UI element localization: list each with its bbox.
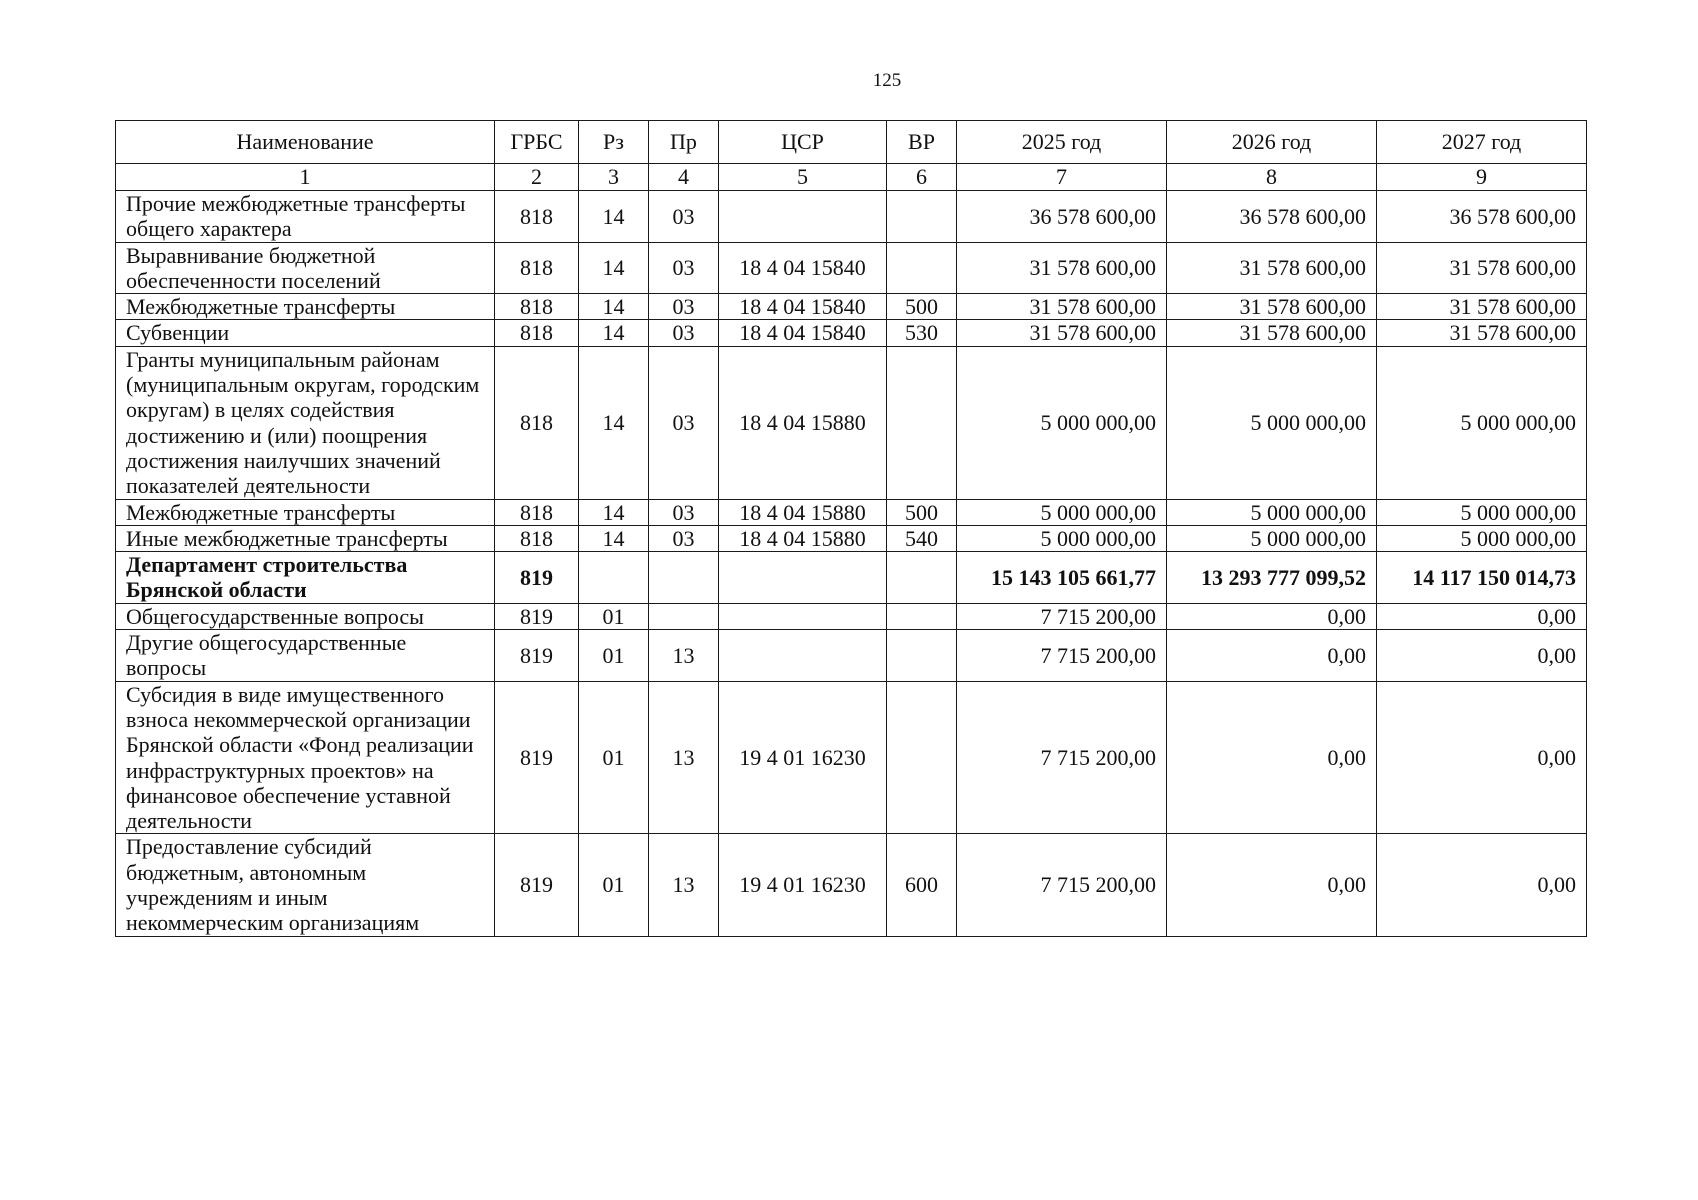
row-rz: 14 xyxy=(579,242,649,294)
column-number: 8 xyxy=(1167,164,1377,191)
table-row xyxy=(116,525,1587,551)
column-number-row xyxy=(116,164,1587,191)
row-amount-2025: 7 715 200,00 xyxy=(957,681,1167,834)
header-grbs: ГРБС xyxy=(495,121,579,164)
row-amount-2027: 31 578 600,00 xyxy=(1377,294,1587,320)
row-amount-2026: 5 000 000,00 xyxy=(1167,346,1377,499)
row-grbs: 818 xyxy=(495,320,579,346)
row-amount-2026: 13 293 777 099,52 xyxy=(1167,552,1377,604)
column-number: 2 xyxy=(495,164,579,191)
row-name: Другие общегосударственные вопросы xyxy=(116,630,495,682)
row-csr: 18 4 04 15880 xyxy=(719,499,887,525)
row-amount-2027: 14 117 150 014,73 xyxy=(1377,552,1587,604)
row-amount-2025: 31 578 600,00 xyxy=(957,242,1167,294)
column-number: 7 xyxy=(957,164,1167,191)
row-csr: 18 4 04 15840 xyxy=(719,294,887,320)
table-row xyxy=(116,346,1587,499)
row-amount-2025: 7 715 200,00 xyxy=(957,630,1167,682)
row-amount-2027: 0,00 xyxy=(1377,834,1587,936)
row-amount-2026: 31 578 600,00 xyxy=(1167,294,1377,320)
row-vr: 500 xyxy=(887,499,957,525)
row-name: Межбюджетные трансферты xyxy=(116,499,495,525)
row-rz: 01 xyxy=(579,630,649,682)
row-amount-2027: 31 578 600,00 xyxy=(1377,320,1587,346)
row-amount-2026: 5 000 000,00 xyxy=(1167,499,1377,525)
row-csr xyxy=(719,603,887,629)
row-vr: 530 xyxy=(887,320,957,346)
row-amount-2025: 31 578 600,00 xyxy=(957,294,1167,320)
header-vr: ВР xyxy=(887,121,957,164)
row-name: Департамент строительства Брянской области xyxy=(116,552,495,604)
row-csr xyxy=(719,191,887,243)
table-row xyxy=(116,681,1587,834)
row-grbs: 819 xyxy=(495,834,579,936)
row-vr: 540 xyxy=(887,525,957,551)
row-amount-2026: 36 578 600,00 xyxy=(1167,191,1377,243)
row-rz: 14 xyxy=(579,320,649,346)
header-pr: Пр xyxy=(649,121,719,164)
header-2027: 2027 год xyxy=(1377,121,1587,164)
row-name: Общегосударственные вопросы xyxy=(116,603,495,629)
row-pr: 03 xyxy=(649,499,719,525)
row-name: Иные межбюджетные трансферты xyxy=(116,525,495,551)
row-amount-2026: 0,00 xyxy=(1167,603,1377,629)
row-vr: 600 xyxy=(887,834,957,936)
row-rz: 14 xyxy=(579,294,649,320)
row-grbs: 819 xyxy=(495,552,579,604)
table-row xyxy=(116,834,1587,936)
row-grbs: 819 xyxy=(495,630,579,682)
row-rz: 14 xyxy=(579,499,649,525)
table-row xyxy=(116,191,1587,243)
row-amount-2026: 0,00 xyxy=(1167,834,1377,936)
row-csr: 18 4 04 15880 xyxy=(719,525,887,551)
row-vr xyxy=(887,681,957,834)
row-pr: 03 xyxy=(649,242,719,294)
row-csr xyxy=(719,630,887,682)
row-amount-2027: 0,00 xyxy=(1377,681,1587,834)
row-csr xyxy=(719,552,887,604)
row-amount-2027: 5 000 000,00 xyxy=(1377,525,1587,551)
row-csr: 19 4 01 16230 xyxy=(719,681,887,834)
row-pr: 13 xyxy=(649,630,719,682)
row-grbs: 819 xyxy=(495,603,579,629)
row-amount-2026: 31 578 600,00 xyxy=(1167,320,1377,346)
row-name: Предоставление субсидий бюджетным, автономным учреждениям и иным некоммерческим организациям xyxy=(116,834,495,936)
row-name: Выравнивание бюджетной обеспеченности поселений xyxy=(116,242,495,294)
row-amount-2025: 7 715 200,00 xyxy=(957,603,1167,629)
row-grbs: 818 xyxy=(495,294,579,320)
row-vr xyxy=(887,191,957,243)
header-row xyxy=(116,121,1587,164)
row-csr: 18 4 04 15880 xyxy=(719,346,887,499)
row-csr: 18 4 04 15840 xyxy=(719,320,887,346)
row-pr: 03 xyxy=(649,320,719,346)
row-vr xyxy=(887,552,957,604)
row-amount-2027: 0,00 xyxy=(1377,630,1587,682)
row-rz: 14 xyxy=(579,191,649,243)
column-number: 3 xyxy=(579,164,649,191)
table-row xyxy=(116,320,1587,346)
row-amount-2026: 31 578 600,00 xyxy=(1167,242,1377,294)
row-amount-2026: 0,00 xyxy=(1167,630,1377,682)
row-amount-2025: 15 143 105 661,77 xyxy=(957,552,1167,604)
page-number: 125 xyxy=(872,70,902,91)
header-csr: ЦСР xyxy=(719,121,887,164)
row-name: Субвенции xyxy=(116,320,495,346)
row-amount-2025: 7 715 200,00 xyxy=(957,834,1167,936)
row-rz: 01 xyxy=(579,681,649,834)
table-row xyxy=(116,603,1587,629)
row-pr: 03 xyxy=(649,346,719,499)
column-number: 6 xyxy=(887,164,957,191)
column-number: 1 xyxy=(116,164,495,191)
table-row xyxy=(116,242,1587,294)
row-amount-2027: 31 578 600,00 xyxy=(1377,242,1587,294)
header-name: Наименование xyxy=(116,121,495,164)
row-name: Прочие межбюджетные трансферты общего характера xyxy=(116,191,495,243)
row-rz xyxy=(579,552,649,604)
column-number: 4 xyxy=(649,164,719,191)
header-rz: Рз xyxy=(579,121,649,164)
row-amount-2027: 5 000 000,00 xyxy=(1377,499,1587,525)
row-grbs: 818 xyxy=(495,499,579,525)
row-rz: 01 xyxy=(579,834,649,936)
row-amount-2025: 5 000 000,00 xyxy=(957,499,1167,525)
column-number: 5 xyxy=(719,164,887,191)
row-grbs: 818 xyxy=(495,191,579,243)
row-pr: 03 xyxy=(649,294,719,320)
budget-table xyxy=(115,120,1587,937)
column-number: 9 xyxy=(1377,164,1587,191)
row-name: Гранты муниципальным районам (муниципальным округам, городским округам) в целях содействия достижению и (или) поощрения достижения наилучших значений показателей деятельности xyxy=(116,346,495,499)
row-name: Субсидия в виде имущественного взноса некоммерческой организации Брянской области «Фонд реализации инфраструктурных проектов» на финансовое обеспечение уставной деятельности xyxy=(116,681,495,834)
header-2025: 2025 год xyxy=(957,121,1167,164)
row-pr xyxy=(649,552,719,604)
row-vr: 500 xyxy=(887,294,957,320)
row-amount-2027: 0,00 xyxy=(1377,603,1587,629)
row-amount-2026: 0,00 xyxy=(1167,681,1377,834)
table-body xyxy=(116,191,1587,937)
row-rz: 01 xyxy=(579,603,649,629)
row-csr: 18 4 04 15840 xyxy=(719,242,887,294)
row-vr xyxy=(887,630,957,682)
row-rz: 14 xyxy=(579,346,649,499)
row-name: Межбюджетные трансферты xyxy=(116,294,495,320)
table-row xyxy=(116,552,1587,604)
table-row xyxy=(116,499,1587,525)
row-pr: 03 xyxy=(649,191,719,243)
row-vr xyxy=(887,346,957,499)
row-amount-2025: 36 578 600,00 xyxy=(957,191,1167,243)
row-grbs: 818 xyxy=(495,525,579,551)
row-amount-2027: 5 000 000,00 xyxy=(1377,346,1587,499)
row-grbs: 818 xyxy=(495,242,579,294)
row-rz: 14 xyxy=(579,525,649,551)
row-pr: 13 xyxy=(649,834,719,936)
row-amount-2025: 31 578 600,00 xyxy=(957,320,1167,346)
row-grbs: 819 xyxy=(495,681,579,834)
table-row xyxy=(116,294,1587,320)
row-pr: 03 xyxy=(649,525,719,551)
row-amount-2025: 5 000 000,00 xyxy=(957,346,1167,499)
row-amount-2027: 36 578 600,00 xyxy=(1377,191,1587,243)
row-pr xyxy=(649,603,719,629)
row-amount-2026: 5 000 000,00 xyxy=(1167,525,1377,551)
row-pr: 13 xyxy=(649,681,719,834)
row-grbs: 818 xyxy=(495,346,579,499)
table-row xyxy=(116,630,1587,682)
header-2026: 2026 год xyxy=(1167,121,1377,164)
row-amount-2025: 5 000 000,00 xyxy=(957,525,1167,551)
row-vr xyxy=(887,603,957,629)
row-csr: 19 4 01 16230 xyxy=(719,834,887,936)
row-vr xyxy=(887,242,957,294)
